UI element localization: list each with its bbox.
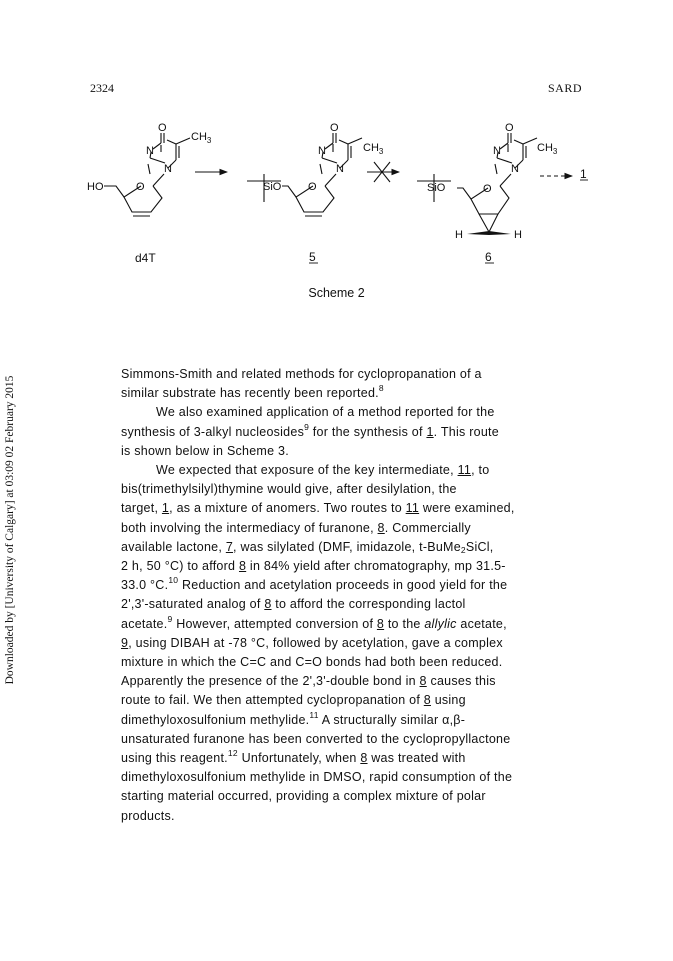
text-span: for the synthesis of: [309, 424, 427, 439]
text-line: [121, 576, 587, 595]
text-span: dimethyloxosulfonium methylide.: [121, 712, 310, 727]
text-line: [121, 557, 587, 576]
paragraph-2: [121, 403, 587, 461]
reference-11: 11: [309, 709, 319, 720]
reference-9: 9: [304, 421, 310, 432]
c6-methyl-sub: 3: [552, 147, 558, 156]
text-span: , was silylated (DMF, imidazole, t-BuMe: [233, 539, 461, 554]
text-span: available lactone,: [121, 539, 226, 554]
text-line: Simmons-Smith and related methods for cyclopropanation of a: [121, 367, 482, 381]
text-span: A structurally similar α,β-: [318, 712, 466, 727]
text-span: , using DIBAH at -78 °C, followed by acetylation, gave a complex: [128, 635, 503, 650]
text-line: products.: [121, 808, 175, 823]
text-line: We also examined application of a method reported for the: [156, 405, 495, 420]
text-span: to the: [384, 616, 425, 631]
scheme-caption: Scheme 2: [308, 286, 365, 300]
text-line: [121, 595, 587, 614]
reference-12: 12: [227, 748, 238, 759]
text-span: , as a mixture of anomers. Two routes to: [169, 501, 406, 516]
compound-ref: 1: [426, 424, 434, 439]
text-span: Apparently the presence of the 2',3'-double bond in: [121, 674, 420, 689]
compound-ref: 9: [121, 635, 129, 650]
text-span: 2 h, 50 °C) to afford: [121, 559, 239, 574]
compound-5-structure: [247, 133, 362, 216]
d4t-ring-oxygen: O: [136, 181, 145, 193]
text-line: [121, 672, 587, 691]
text-line: mixture in which the C=C and C=O bonds had both been reduced.: [121, 655, 503, 670]
c6-hydrogen-right: H: [514, 229, 522, 241]
text-line: [121, 519, 587, 538]
text-span: . This route: [433, 424, 499, 439]
subscript: 2: [460, 544, 466, 555]
compound-ref: 11: [457, 463, 472, 478]
text-span: route to fail. We then attempted cyclopropanation of: [121, 693, 424, 708]
reaction-scheme: [0, 0, 673, 280]
d4t-hydroxyl: HO: [87, 181, 104, 193]
compound-ref: 8: [377, 520, 385, 535]
c5-methyl: [363, 142, 384, 156]
compound-ref: 8: [360, 751, 368, 766]
c5-methyl-sub: 3: [378, 147, 384, 156]
compound-ref: 8: [419, 674, 427, 689]
target-compound-label: 1: [580, 167, 587, 181]
page-number: 2324: [90, 81, 114, 95]
text-line: unsaturated furanone has been converted to the cyclopropyllactone: [121, 731, 511, 746]
text-span: was treated with: [367, 751, 466, 766]
c6-siloxy: SiO: [427, 182, 446, 194]
c6-oxygen: O: [505, 122, 514, 134]
c6-n3: N: [493, 145, 501, 157]
text-line: is shown below in Scheme 3.: [121, 443, 289, 458]
text-span: 33.0 °C.: [121, 578, 169, 593]
d4t-methyl-sub: 3: [206, 136, 212, 145]
running-head: SARD: [547, 81, 582, 95]
c6-methyl: [537, 142, 558, 156]
c6-ring-oxygen: O: [483, 183, 492, 195]
body-text: [121, 365, 587, 826]
text-span: to afford the corresponding lactol: [271, 597, 466, 612]
text-span: Unfortunately, when: [237, 751, 361, 766]
text-span: We expected that exposure of the key intermediate,: [156, 463, 458, 478]
compound-ref: 8: [238, 559, 247, 574]
text-span: acetate.: [121, 616, 168, 631]
c5-n1: N: [336, 163, 344, 175]
d4t-oxygen: O: [158, 122, 167, 134]
text-line: [121, 711, 587, 730]
compound-ref: 8: [376, 616, 385, 631]
reference-8: 8: [378, 383, 384, 394]
text-span: , to: [471, 463, 490, 478]
d4t-n1: N: [164, 163, 172, 175]
d4t-label: d4T: [135, 251, 156, 265]
d4t-n3: N: [146, 145, 154, 157]
text-span: both involving the intermediacy of furanone,: [121, 520, 378, 535]
text-span: Reduction and acetylation proceeds in good yield for the: [178, 578, 508, 593]
compound-ref: 7: [225, 539, 234, 554]
text-span: . Commercially: [384, 520, 471, 535]
text-line: [121, 634, 587, 653]
text-span: causes this: [426, 674, 496, 689]
c5-n3: N: [318, 145, 326, 157]
c6-methyl-ch: CH: [537, 142, 553, 154]
paragraph-3: [121, 461, 587, 826]
paragraph-1: [121, 365, 587, 403]
text-span: similar substrate has recently been reported.: [121, 386, 379, 401]
c5-ring-oxygen: O: [308, 181, 317, 193]
text-line: dimethyloxosulfonium methylide in DMSO, rapid consumption of the: [121, 770, 513, 785]
text-span: acetate,: [456, 616, 507, 631]
italic-term: allylic: [424, 616, 457, 631]
c5-methyl-ch: CH: [363, 142, 379, 154]
reference-9: 9: [167, 613, 173, 624]
compound-ref: 8: [423, 693, 431, 708]
compound-5-label: 5: [309, 250, 316, 264]
compound-6-label: 6: [485, 250, 492, 264]
text-line: [121, 538, 587, 557]
text-span: However, attempted conversion of: [172, 616, 377, 631]
text-span: using this reagent.: [121, 751, 228, 766]
c6-hydrogen-left: H: [455, 229, 463, 241]
text-line: [121, 499, 587, 518]
text-line: [121, 461, 587, 480]
text-line: [121, 384, 587, 403]
text-line: [121, 691, 587, 710]
text-line: [121, 423, 587, 442]
c5-oxygen: O: [330, 122, 339, 134]
text-span: in 84% yield after chromatography, mp 31.5-: [246, 559, 506, 574]
text-span: synthesis of 3-alkyl nucleosides: [121, 424, 305, 439]
compound-ref: 1: [161, 501, 170, 516]
reference-10: 10: [168, 575, 179, 586]
compound-ref: 11: [405, 501, 420, 516]
text-line: [121, 615, 587, 634]
text-span: target,: [121, 501, 162, 516]
text-span: were examined,: [419, 501, 515, 516]
text-span: using: [430, 693, 466, 708]
text-span: 2',3'-saturated analog of: [121, 597, 265, 612]
download-watermark-text: Downloaded by [University of Calgary] at 03:09 02 February 2015: [4, 375, 16, 685]
c5-siloxy: SiO: [263, 181, 282, 193]
text-line: bis(trimethylsilyl)thymine would give, after desilylation, the: [121, 482, 457, 497]
download-watermark: [2, 300, 18, 760]
compound-ref: 8: [264, 597, 272, 612]
text-line: [121, 749, 587, 768]
d4t-methyl-ch: CH: [191, 131, 207, 143]
text-line: starting material occurred, providing a complex mixture of polar: [121, 789, 486, 804]
c6-n1: N: [511, 163, 519, 175]
text-span: SiCl,: [465, 539, 494, 554]
d4t-methyl: [191, 131, 212, 145]
